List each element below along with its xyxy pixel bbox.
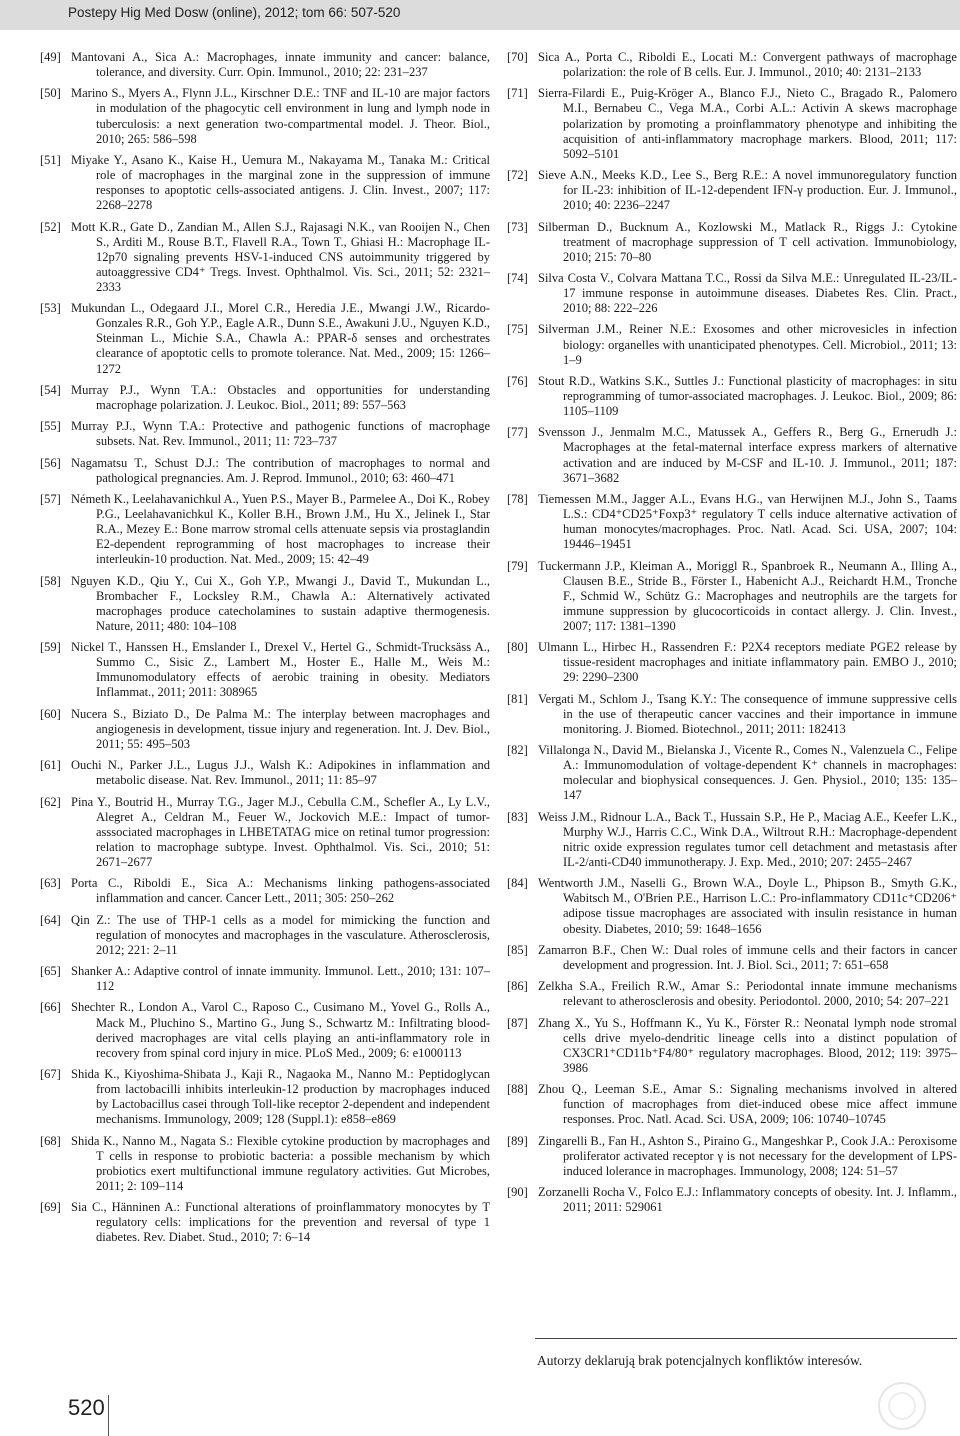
reference-entry: [84] Wentworth J.M., Naselli G., Brown W.A., Doyle L., Phipson B., Smyth G.K., Wabitsch M., O'Brien P.E., Harrison L.C.: Pro-inflammatory CD11c⁺CD206⁺ adipose tissue macrophages are associated with insulin resistance in human obesity. Diabetes, 2010; 59: 1648–1656 (507, 876, 957, 936)
reference-entry: [54] Murray P.J., Wynn T.A.: Obstacles and opportunities for understanding macrophage polarization. J. Leukoc. Biol., 2011; 89: 557–563 (40, 382, 490, 412)
reference-text: Mukundan L., Odegaard J.I., Morel C.R., Heredia J.E., Mwangi J.W., Ricardo-Gonzales R.R., Goh Y.P., Eagle A.R., Dunn S.E., Awakuni J.U., Nguyen K.D., Steinman L., Michie S.A., Chawla A.: PPAR-δ senses and orchestrates clearance of apoptotic cells to promote tolerance. Nat. Med., 2009; 15: 1266–1272 (71, 301, 490, 376)
references-right-column (507, 50, 957, 1221)
reference-entry: [50] Marino S., Myers A., Flynn J.L., Kirschner D.E.: TNF and IL-10 are major factors in modulation of the phagocytic cell environment in lung and lymph node in tuberculosis: a next generation two-compartmental model. J. Theor. Biol., 2010; 265: 586–598 (40, 86, 490, 146)
reference-entry: [71] Sierra-Filardi E., Puig-Kröger A., Blanco F.J., Nieto C., Bragado R., Palomero M.I., Bernabeu C., Vega M.A., Corbi A.L.: Activin A skews macrophage polarization by promoting a proinflammatory phenotype and inhibiting the acquisition of anti-inflammatory macrophage markers. Blood, 2011; 117: 5092–5101 (507, 86, 957, 161)
reference-entry: [63] Porta C., Riboldi E., Sica A.: Mechanisms linking pathogens-associated inflammation and cancer. Cancer Lett., 2011; 305: 250–262 (40, 876, 490, 906)
reference-text: Miyake Y., Asano K., Kaise H., Uemura M., Nakayama M., Tanaka M.: Critical role of macrophages in the marginal zone in the suppression of immune responses to apoptotic cells-associated antigens. J. Clin. Invest., 2007; 117: 2268–2278 (71, 152, 490, 213)
reference-text: Porta C., Riboldi E., Sica A.: Mechanisms linking pathogens-associated inflammation and cancer. Cancer Lett., 2011; 305: 250–262 (71, 876, 490, 906)
reference-text: Tuckermann J.P., Kleiman A., Moriggl R., Spanbroek R., Neumann A., Illing A., Clausen B.E., Stride B., Förster I., Habenicht A.J., Reichardt H.M., Tronche F., Schmid W., Schütz G.: Macrophages and neutrophils are the targets for immune suppression by glucocorticoids in contact allergy. J. Clin. Invest., 2007; 117: 1381–1390 (538, 558, 957, 633)
reference-text: Zamarron B.F., Chen W.: Dual roles of immune cells and their factors in cancer development and progression. Int. J. Biol. Sci., 2011; 7: 651–658 (538, 942, 957, 972)
reference-text: Vergati M., Schlom J., Tsang K.Y.: The consequence of immune suppressive cells in the use of therapeutic cancer vaccines and their importance in immune monitoring. J. Biomed. Biotechnol., 2011; 2011: 182413 (538, 691, 957, 736)
reference-text: Silverman J.M., Reiner N.E.: Exosomes and other microvesicles in infection biology: organelles with unanticipated phenotypes. Cell. Microbiol., 2011; 13: 1–9 (538, 322, 957, 367)
running-header (0, 0, 960, 30)
reference-entry: [86] Zelkha S.A., Freilich R.W., Amar S.: Periodontal innate immune mechanisms relevant to atherosclerosis and obesity. Periodontol. 2000, 2010; 54: 207–221 (507, 979, 957, 1009)
reference-entry: [85] Zamarron B.F., Chen W.: Dual roles of immune cells and their factors in cancer development and progression. Int. J. Biol. Sci., 2011; 7: 651–658 (507, 942, 957, 972)
page-number: 520 (68, 1395, 105, 1420)
reference-text: Sica A., Porta C., Riboldi E., Locati M.: Convergent pathways of macrophage polarization: the role of B cells. Eur. J. Immunol., 2010; 40: 2131–2133 (538, 50, 957, 80)
reference-entry: [88] Zhou Q., Leeman S.E., Amar S.: Signaling mechanisms involved in altered function of macrophages from diet-induced obese mice affect immune responses. Proc. Natl. Acad. Sci. USA, 2009; 106: 10740–10745 (507, 1082, 957, 1127)
reference-entry: [75] Silverman J.M., Reiner N.E.: Exosomes and other microvesicles in infection biology: organelles with unanticipated phenotypes. Cell. Microbiol., 2011; 13: 1–9 (507, 322, 957, 367)
reference-entry: [82] Villalonga N., David M., Bielanska J., Vicente R., Comes N., Valenzuela C., Felipe A.: Immunomodulation of voltage-dependent K⁺ channels in macrophages: molecular and biophysical consequences. J. Gen. Physiol., 2010; 135: 135–147 (507, 743, 957, 803)
reference-text: Villalonga N., David M., Bielanska J., Vicente R., Comes N., Valenzuela C., Felipe A.: Immunomodulation of voltage-dependent K⁺ channels in macrophages: molecular and biophysical consequences. J. Gen. Physiol., 2010; 135: 135–147 (538, 743, 957, 803)
reference-entry: [72] Sieve A.N., Meeks K.D., Lee S., Berg R.E.: A novel immunoregulatory function for IL-23: inhibition of IL-12-dependent IFN-γ production. Eur. J. Immunol., 2010; 40: 2236–2247 (507, 168, 957, 213)
reference-text: Nucera S., Biziato D., De Palma M.: The interplay between macrophages and angiogenesis in development, tissue injury and regeneration. Int. J. Dev. Biol., 2011; 55: 495–503 (71, 706, 490, 751)
reference-text: Zelkha S.A., Freilich R.W., Amar S.: Periodontal innate immune mechanisms relevant to atherosclerosis and obesity. Periodontol. 2000, 2010; 54: 207–221 (538, 979, 957, 1009)
reference-text: Shechter R., London A., Varol C., Raposo C., Cusimano M., Yovel G., Rolls A., Mack M., Pluchino S., Martino G., Jung S., Schwartz M.: Infiltrating blood-derived macrophages are vital cells playing an anti-inflammatory role in recovery from spinal cord injury in mice. PLoS Med., 2009; 6: e1000113 (71, 1000, 490, 1060)
reference-text: Nickel T., Hanssen H., Emslander I., Drexel V., Hertel G., Schmidt-Trucksäss A., Summo C., Sisic Z., Lambert M., Hoster E., Halle M., Weis M.: Immunomodulatory effects of aerobic training in obesity. Mediators Inflammat., 2011; 2011: 308965 (71, 640, 490, 700)
reference-entry: [76] Stout R.D., Watkins S.K., Suttles J.: Functional plasticity of macrophages: in situ reprogramming of tumor-associated macrophages. J. Leukoc. Biol., 2009; 86: 1105–1109 (507, 373, 957, 419)
reference-text: Zingarelli B., Fan H., Ashton S., Piraino G., Mangeshkar P., Cook J.A.: Peroxisome proliferator activated receptor γ is not necessary for the development of LPS-induced lolerance in macrophages. Immunology, 2008; 124: 51–57 (538, 1133, 957, 1178)
reference-text: Svensson J., Jenmalm M.C., Matussek A., Geffers R., Berg G., Ernerudh J.: Macrophages at the fetal-maternal interface express markers of alternative activation and are induced by M-CSF and IL-10. J. Immunol., 2011; 187: 3671–3682 (538, 425, 957, 485)
reference-entry: [62] Pina Y., Boutrid H., Murray T.G., Jager M.J., Cebulla C.M., Schefler A., Ly L.V., Alegret A., Celdran M., Feuer W., Jockovich M.E.: Impact of tumor-asssociated macrophages in LHBETATAG mice on retinal tumor progression: relation to macrophage subtype. Invest. Ophthalmol. Vis. Sci., 2010; 51: 2671–2677 (40, 794, 490, 869)
reference-entry: [77] Svensson J., Jenmalm M.C., Matussek A., Geffers R., Berg G., Ernerudh J.: Macrophages at the fetal-maternal interface express markers of alternative activation and are induced by M-CSF and IL-10. J. Immunol., 2011; 187: 3671–3682 (507, 425, 957, 485)
reference-entry: [65] Shanker A.: Adaptive control of innate immunity. Immunol. Lett., 2010; 131: 107–112 (40, 964, 490, 994)
reference-text: Zhou Q., Leeman S.E., Amar S.: Signaling mechanisms involved in altered function of macrophages from diet-induced obese mice affect immune responses. Proc. Natl. Acad. Sci. USA, 2009; 106: 10740–10745 (538, 1082, 957, 1127)
reference-text: Nagamatsu T., Schust D.J.: The contribution of macrophages to normal and pathological pregnancies. Am. J. Reprod. Immunol., 2010; 63: 460–471 (71, 455, 490, 485)
reference-entry: [79] Tuckermann J.P., Kleiman A., Moriggl R., Spanbroek R., Neumann A., Illing A., Clausen B.E., Stride B., Förster I., Habenicht A.J., Reichardt H.M., Tronche F., Schmid W., Schütz G.: Macrophages and neutrophils are the targets for immune suppression by glucocorticoids in contact allergy. J. Clin. Invest., 2007; 117: 1381–1390 (507, 558, 957, 633)
reference-text: Sia C., Hänninen A.: Functional alterations of proinflammatory monocytes by T regulatory cells: implications for the prevention and reversal of type 1 diabetes. Rev. Diabet. Stud., 2010; 7: 6–14 (71, 1200, 490, 1245)
reference-entry: [83] Weiss J.M., Ridnour L.A., Back T., Hussain S.P., He P., Maciag A.E., Keefer L.K., Murphy W.J., Harris C.C., Wink D.A., Wiltrout R.H.: Macrophage-dependent nitric oxide expression regulates tumor cell detachment and metastasis after IL-2/anti-CD40 immunotherapy. J. Exp. Med., 2010; 207: 2455–2467 (507, 809, 957, 869)
reference-entry: [60] Nucera S., Biziato D., De Palma M.: The interplay between macrophages and angiogenesis in development, tissue injury and regeneration. Int. J. Dev. Biol., 2011; 55: 495–503 (40, 706, 490, 751)
reference-text: Pina Y., Boutrid H., Murray T.G., Jager M.J., Cebulla C.M., Schefler A., Ly L.V., Alegret A., Celdran M., Feuer W., Jockovich M.E.: Impact of tumor-asssociated macrophages in LHBETATAG mice on retinal tumor progression: relation to macrophage subtype. Invest. Ophthalmol. Vis. Sci., 2010; 51: 2671–2677 (71, 794, 490, 869)
reference-entry: [78] Tiemessen M.M., Jagger A.L., Evans H.G., van Herwijnen M.J., John S., Taams L.S.: CD4⁺CD25⁺Foxp3⁺ regulatory T cells induce alternative activation of human monocytes/macrophages. Proc. Natl. Acad. Sci. USA, 2007; 104: 19446–19451 (507, 491, 957, 552)
reference-text: Murray P.J., Wynn T.A.: Protective and pathogenic functions of macrophage subsets. Nat. Rev. Immunol., 2011; 11: 723–737 (71, 419, 490, 449)
references-left-column (40, 50, 490, 1252)
reference-entry: [58] Nguyen K.D., Qiu Y., Cui X., Goh Y.P., Mwangi J., David T., Mukundan L., Brombacher F., Locksley R.M., Chawla A.: Alternatively activated macrophages produce catecholamines to sustain adaptive thermogenesis. Nature, 2011; 480: 104–108 (40, 573, 490, 633)
margin-line (108, 1395, 109, 1436)
reference-entry: [64] Qin Z.: The use of THP-1 cells as a model for mimicking the function and regulation of monocytes and macrophages in the vasculature. Atherosclerosis, 2012; 221: 2–11 (40, 912, 490, 957)
reference-entry: [74] Silva Costa V., Colvara Mattana T.C., Rossi da Silva M.E.: Unregulated IL-23/IL-17 immune response in autoimmune diseases. Diabetes Res. Clin. Pract., 2010; 88: 222–226 (507, 270, 957, 316)
reference-text: Marino S., Myers A., Flynn J.L., Kirschner D.E.: TNF and IL-10 are major factors in modulation of the phagocytic cell environment in lung and lymph node in tuberculosis: a next generation two-compartmental model. J. Theor. Biol., 2010; 265: 586–598 (71, 86, 490, 146)
watermark-logo (878, 1382, 926, 1430)
reference-text: Ouchi N., Parker J.L., Lugus J.J., Walsh K.: Adipokines in inflammation and metabolic disease. Nat. Rev. Immunol., 2011; 11: 85–97 (71, 758, 490, 788)
reference-entry: [66] Shechter R., London A., Varol C., Raposo C., Cusimano M., Yovel G., Rolls A., Mack M., Pluchino S., Martino G., Jung S., Schwartz M.: Infiltrating blood-derived macrophages are vital cells playing an anti-inflammatory role in recovery from spinal cord injury in mice. PLoS Med., 2009; 6: e1000113 (40, 1000, 490, 1060)
reference-entry: [53] Mukundan L., Odegaard J.I., Morel C.R., Heredia J.E., Mwangi J.W., Ricardo-Gonzales R.R., Goh Y.P., Eagle A.R., Dunn S.E., Awakuni J.U., Nguyen K.D., Steinman L., Michie S.A., Chawla A.: PPAR-δ senses and orchestrates clearance of apoptotic cells to promote tolerance. Nat. Med., 2009; 15: 1266–1272 (40, 301, 490, 376)
reference-entry: [61] Ouchi N., Parker J.L., Lugus J.J., Walsh K.: Adipokines in inflammation and metabolic disease. Nat. Rev. Immunol., 2011; 11: 85–97 (40, 758, 490, 788)
journal-title: Postepy Hig Med Dosw (online), 2012; tom 66: 507-520 (68, 5, 401, 20)
reference-entry: [73] Silberman D., Bucknum A., Kozlowski M., Matlack R., Riggs J.: Cytokine treatment of macrophage suppression of T cell activation. Immunobiology, 2010; 215: 70–80 (507, 219, 957, 264)
reference-text: Wentworth J.M., Naselli G., Brown W.A., Doyle L., Phipson B., Smyth G.K., Wabitsch M., O'Brien P.E., Harrison L.C.: Pro-inflammatory CD11c⁺CD206⁺ adipose tissue macrophages are associated with insulin resistance in human obesity. Diabetes, 2010; 59: 1648–1656 (538, 876, 957, 936)
reference-text: Shida K., Kiyoshima-Shibata J., Kaji R., Nagaoka M., Nanno M.: Peptidoglycan from lactobacilli inhibits interleukin-12 production by macrophages induced by Lactobacillus casei through Toll-like receptor 2-dependent and independent mechanisms. Immunology, 2009; 128 (Suppl.1): e858–e869 (71, 1067, 490, 1127)
reference-entry: [90] Zorzanelli Rocha V., Folco E.J.: Inflammatory concepts of obesity. Int. J. Inflamm., 2011; 2011: 529061 (507, 1185, 957, 1215)
reference-entry: [59] Nickel T., Hanssen H., Emslander I., Drexel V., Hertel G., Schmidt-Trucksäss A., Summo C., Sisic Z., Lambert M., Hoster E., Halle M., Weis M.: Immunomodulatory effects of aerobic training in obesity. Mediators Inflammat., 2011; 2011: 308965 (40, 640, 490, 700)
reference-text: Qin Z.: The use of THP-1 cells as a model for mimicking the function and regulation of monocytes and macrophages in the vasculature. Atherosclerosis, 2012; 221: 2–11 (71, 912, 490, 957)
reference-entry: [56] Nagamatsu T., Schust D.J.: The contribution of macrophages to normal and pathological pregnancies. Am. J. Reprod. Immunol., 2010; 63: 460–471 (40, 455, 490, 485)
reference-entry: [52] Mott K.R., Gate D., Zandian M., Allen S.J., Rajasagi N.K., van Rooijen N., Chen S., Arditi M., Rouse B.T., Flavell R.A., Town T., Ghiasi H.: Macrophage IL-12p70 signaling prevents HSV-1-induced CNS autoimmunity triggered by autoaggressive CD4⁺ Tregs. Invest. Ophthalmol. Vis. Sci., 2011; 52: 2321–2333 (40, 219, 490, 294)
reference-entry: [49] Mantovani A., Sica A.: Macrophages, innate immunity and cancer: balance, tolerance, and diversity. Curr. Opin. Immunol., 2010; 22: 231–237 (40, 50, 490, 80)
reference-entry: [89] Zingarelli B., Fan H., Ashton S., Piraino G., Mangeshkar P., Cook J.A.: Peroxisome proliferator activated receptor γ is not necessary for the development of LPS-induced lolerance in macrophages. Immunology, 2008; 124: 51–57 (507, 1133, 957, 1178)
reference-entry: [87] Zhang X., Yu S., Hoffmann K., Yu K., Förster R.: Neonatal lymph node stromal cells drive myelo-dendritic lineage cells into a distinct population of CX3CR1⁺CD11b⁺F4/80⁺ regulatory macrophages. Blood, 2012; 119: 3975–3986 (507, 1015, 957, 1075)
reference-text: Zorzanelli Rocha V., Folco E.J.: Inflammatory concepts of obesity. Int. J. Inflamm., 2011; 2011: 529061 (538, 1185, 957, 1215)
reference-entry: [51] Miyake Y., Asano K., Kaise H., Uemura M., Nakayama M., Tanaka M.: Critical role of macrophages in the marginal zone in the suppression of immune responses to apoptotic cells-associated antigens. J. Clin. Invest., 2007; 117: 2268–2278 (40, 152, 490, 213)
reference-entry: [67] Shida K., Kiyoshima-Shibata J., Kaji R., Nagaoka M., Nanno M.: Peptidoglycan from lactobacilli inhibits interleukin-12 production by macrophages induced by Lactobacillus casei through Toll-like receptor 2-dependent and independent mechanisms. Immunology, 2009; 128 (Suppl.1): e858–e869 (40, 1067, 490, 1127)
reference-entry: [80] Ulmann L., Hirbec H., Rassendren F.: P2X4 receptors mediate PGE2 release by tissue-resident macrophages and initiate inflammatory pain. EMBO J., 2010; 29: 2290–2300 (507, 640, 957, 685)
reference-entry: [68] Shida K., Nanno M., Nagata S.: Flexible cytokine production by macrophages and T cells in response to probiotic bacteria: a possible mechanism by which probiotics exert multifunctional immune regulatory activities. Gut Microbes, 2011; 2: 109–114 (40, 1133, 490, 1193)
reference-text: Shida K., Nanno M., Nagata S.: Flexible cytokine production by macrophages and T cells in response to probiotic bacteria: a possible mechanism by which probiotics exert multifunctional immune regulatory activities. Gut Microbes, 2011; 2: 109–114 (71, 1133, 490, 1193)
footnote-rule (535, 1338, 957, 1339)
reference-text: Tiemessen M.M., Jagger A.L., Evans H.G., van Herwijnen M.J., John S., Taams L.S.: CD4⁺CD25⁺Foxp3⁺ regulatory T cells induce alternative activation of human monocytes/macrophages. Proc. Natl. Acad. Sci. USA, 2007; 104: 19446–19451 (538, 491, 957, 552)
reference-entry: [81] Vergati M., Schlom J., Tsang K.Y.: The consequence of immune suppressive cells in the use of therapeutic cancer vaccines and their importance in immune monitoring. J. Biomed. Biotechnol., 2011; 2011: 182413 (507, 691, 957, 736)
conflict-statement: Autorzy deklarują brak potencjalnych konfliktów interesów. (537, 1353, 863, 1368)
reference-text: Zhang X., Yu S., Hoffmann K., Yu K., Förster R.: Neonatal lymph node stromal cells drive myelo-dendritic lineage cells into a distinct population of CX3CR1⁺CD11b⁺F4/80⁺ regulatory macrophages. Blood, 2012; 119: 3975–3986 (538, 1015, 957, 1075)
reference-entry: [55] Murray P.J., Wynn T.A.: Protective and pathogenic functions of macrophage subsets. Nat. Rev. Immunol., 2011; 11: 723–737 (40, 419, 490, 449)
reference-text: Mantovani A., Sica A.: Macrophages, innate immunity and cancer: balance, tolerance, and diversity. Curr. Opin. Immunol., 2010; 22: 231–237 (71, 50, 490, 80)
reference-text: Silberman D., Bucknum A., Kozlowski M., Matlack R., Riggs J.: Cytokine treatment of macrophage suppression of T cell activation. Immunobiology, 2010; 215: 70–80 (538, 219, 957, 264)
reference-text: Ulmann L., Hirbec H., Rassendren F.: P2X4 receptors mediate PGE2 release by tissue-resident macrophages and initiate inflammatory pain. EMBO J., 2010; 29: 2290–2300 (538, 640, 957, 685)
reference-text: Stout R.D., Watkins S.K., Suttles J.: Functional plasticity of macrophages: in situ reprogramming of tumor-associated macrophages. J. Leukoc. Biol., 2009; 86: 1105–1109 (538, 373, 957, 419)
reference-text: Silva Costa V., Colvara Mattana T.C., Rossi da Silva M.E.: Unregulated IL-23/IL-17 immune response in autoimmune diseases. Diabetes Res. Clin. Pract., 2010; 88: 222–226 (538, 270, 957, 316)
reference-entry: [57] Németh K., Leelahavanichkul A., Yuen P.S., Mayer B., Parmelee A., Doi K., Robey P.G., Leelahavanichkul K., Koller B.H., Brown J.M., Hu X., Jelinek I., Star R.A., Mezey E.: Bone marrow stromal cells attenuate sepsis via prostaglandin E2-dependent reprogramming of host macrophages to increase their interleukin-10 production. Nat. Med., 2009; 15: 42–49 (40, 491, 490, 567)
reference-text: Shanker A.: Adaptive control of innate immunity. Immunol. Lett., 2010; 131: 107–112 (71, 964, 490, 994)
reference-text: Sierra-Filardi E., Puig-Kröger A., Blanco F.J., Nieto C., Bragado R., Palomero M.I., Bernabeu C., Vega M.A., Corbi A.L.: Activin A skews macrophage polarization by promoting a proinflammatory phenotype and inhibiting the acquisition of anti-inflammatory macrophage markers. Blood, 2011; 117: 5092–5101 (538, 86, 957, 161)
reference-text: Murray P.J., Wynn T.A.: Obstacles and opportunities for understanding macrophage polarization. J. Leukoc. Biol., 2011; 89: 557–563 (71, 382, 490, 412)
reference-text: Nguyen K.D., Qiu Y., Cui X., Goh Y.P., Mwangi J., David T., Mukundan L., Brombacher F., Locksley R.M., Chawla A.: Alternatively activated macrophages produce catecholamines to sustain adaptive thermogenesis. Nature, 2011; 480: 104–108 (71, 573, 490, 633)
reference-text: Németh K., Leelahavanichkul A., Yuen P.S., Mayer B., Parmelee A., Doi K., Robey P.G., Leelahavanichkul K., Koller B.H., Brown J.M., Hu X., Jelinek I., Star R.A., Mezey E.: Bone marrow stromal cells attenuate sepsis via prostaglandin E2-dependent reprogramming of host macrophages to increase their interleukin-10 production. Nat. Med., 2009; 15: 42–49 (71, 491, 490, 567)
reference-text: Sieve A.N., Meeks K.D., Lee S., Berg R.E.: A novel immunoregulatory function for IL-23: inhibition of IL-12-dependent IFN-γ production. Eur. J. Immunol., 2010; 40: 2236–2247 (538, 168, 957, 213)
reference-entry: [70] Sica A., Porta C., Riboldi E., Locati M.: Convergent pathways of macrophage polarization: the role of B cells. Eur. J. Immunol., 2010; 40: 2131–2133 (507, 50, 957, 80)
reference-entry: [69] Sia C., Hänninen A.: Functional alterations of proinflammatory monocytes by T regulatory cells: implications for the prevention and reversal of type 1 diabetes. Rev. Diabet. Stud., 2010; 7: 6–14 (40, 1200, 490, 1245)
reference-text: Mott K.R., Gate D., Zandian M., Allen S.J., Rajasagi N.K., van Rooijen N., Chen S., Arditi M., Rouse B.T., Flavell R.A., Town T., Ghiasi H.: Macrophage IL-12p70 signaling prevents HSV-1-induced CNS autoimmunity triggered by autoaggressive CD4⁺ Tregs. Invest. Ophthalmol. Vis. Sci., 2011; 52: 2321–2333 (71, 219, 490, 294)
reference-text: Weiss J.M., Ridnour L.A., Back T., Hussain S.P., He P., Maciag A.E., Keefer L.K., Murphy W.J., Harris C.C., Wink D.A., Wiltrout R.H.: Macrophage-dependent nitric oxide expression regulates tumor cell detachment and metastasis after IL-2/anti-CD40 immunotherapy. J. Exp. Med., 2010; 207: 2455–2467 (538, 809, 957, 869)
